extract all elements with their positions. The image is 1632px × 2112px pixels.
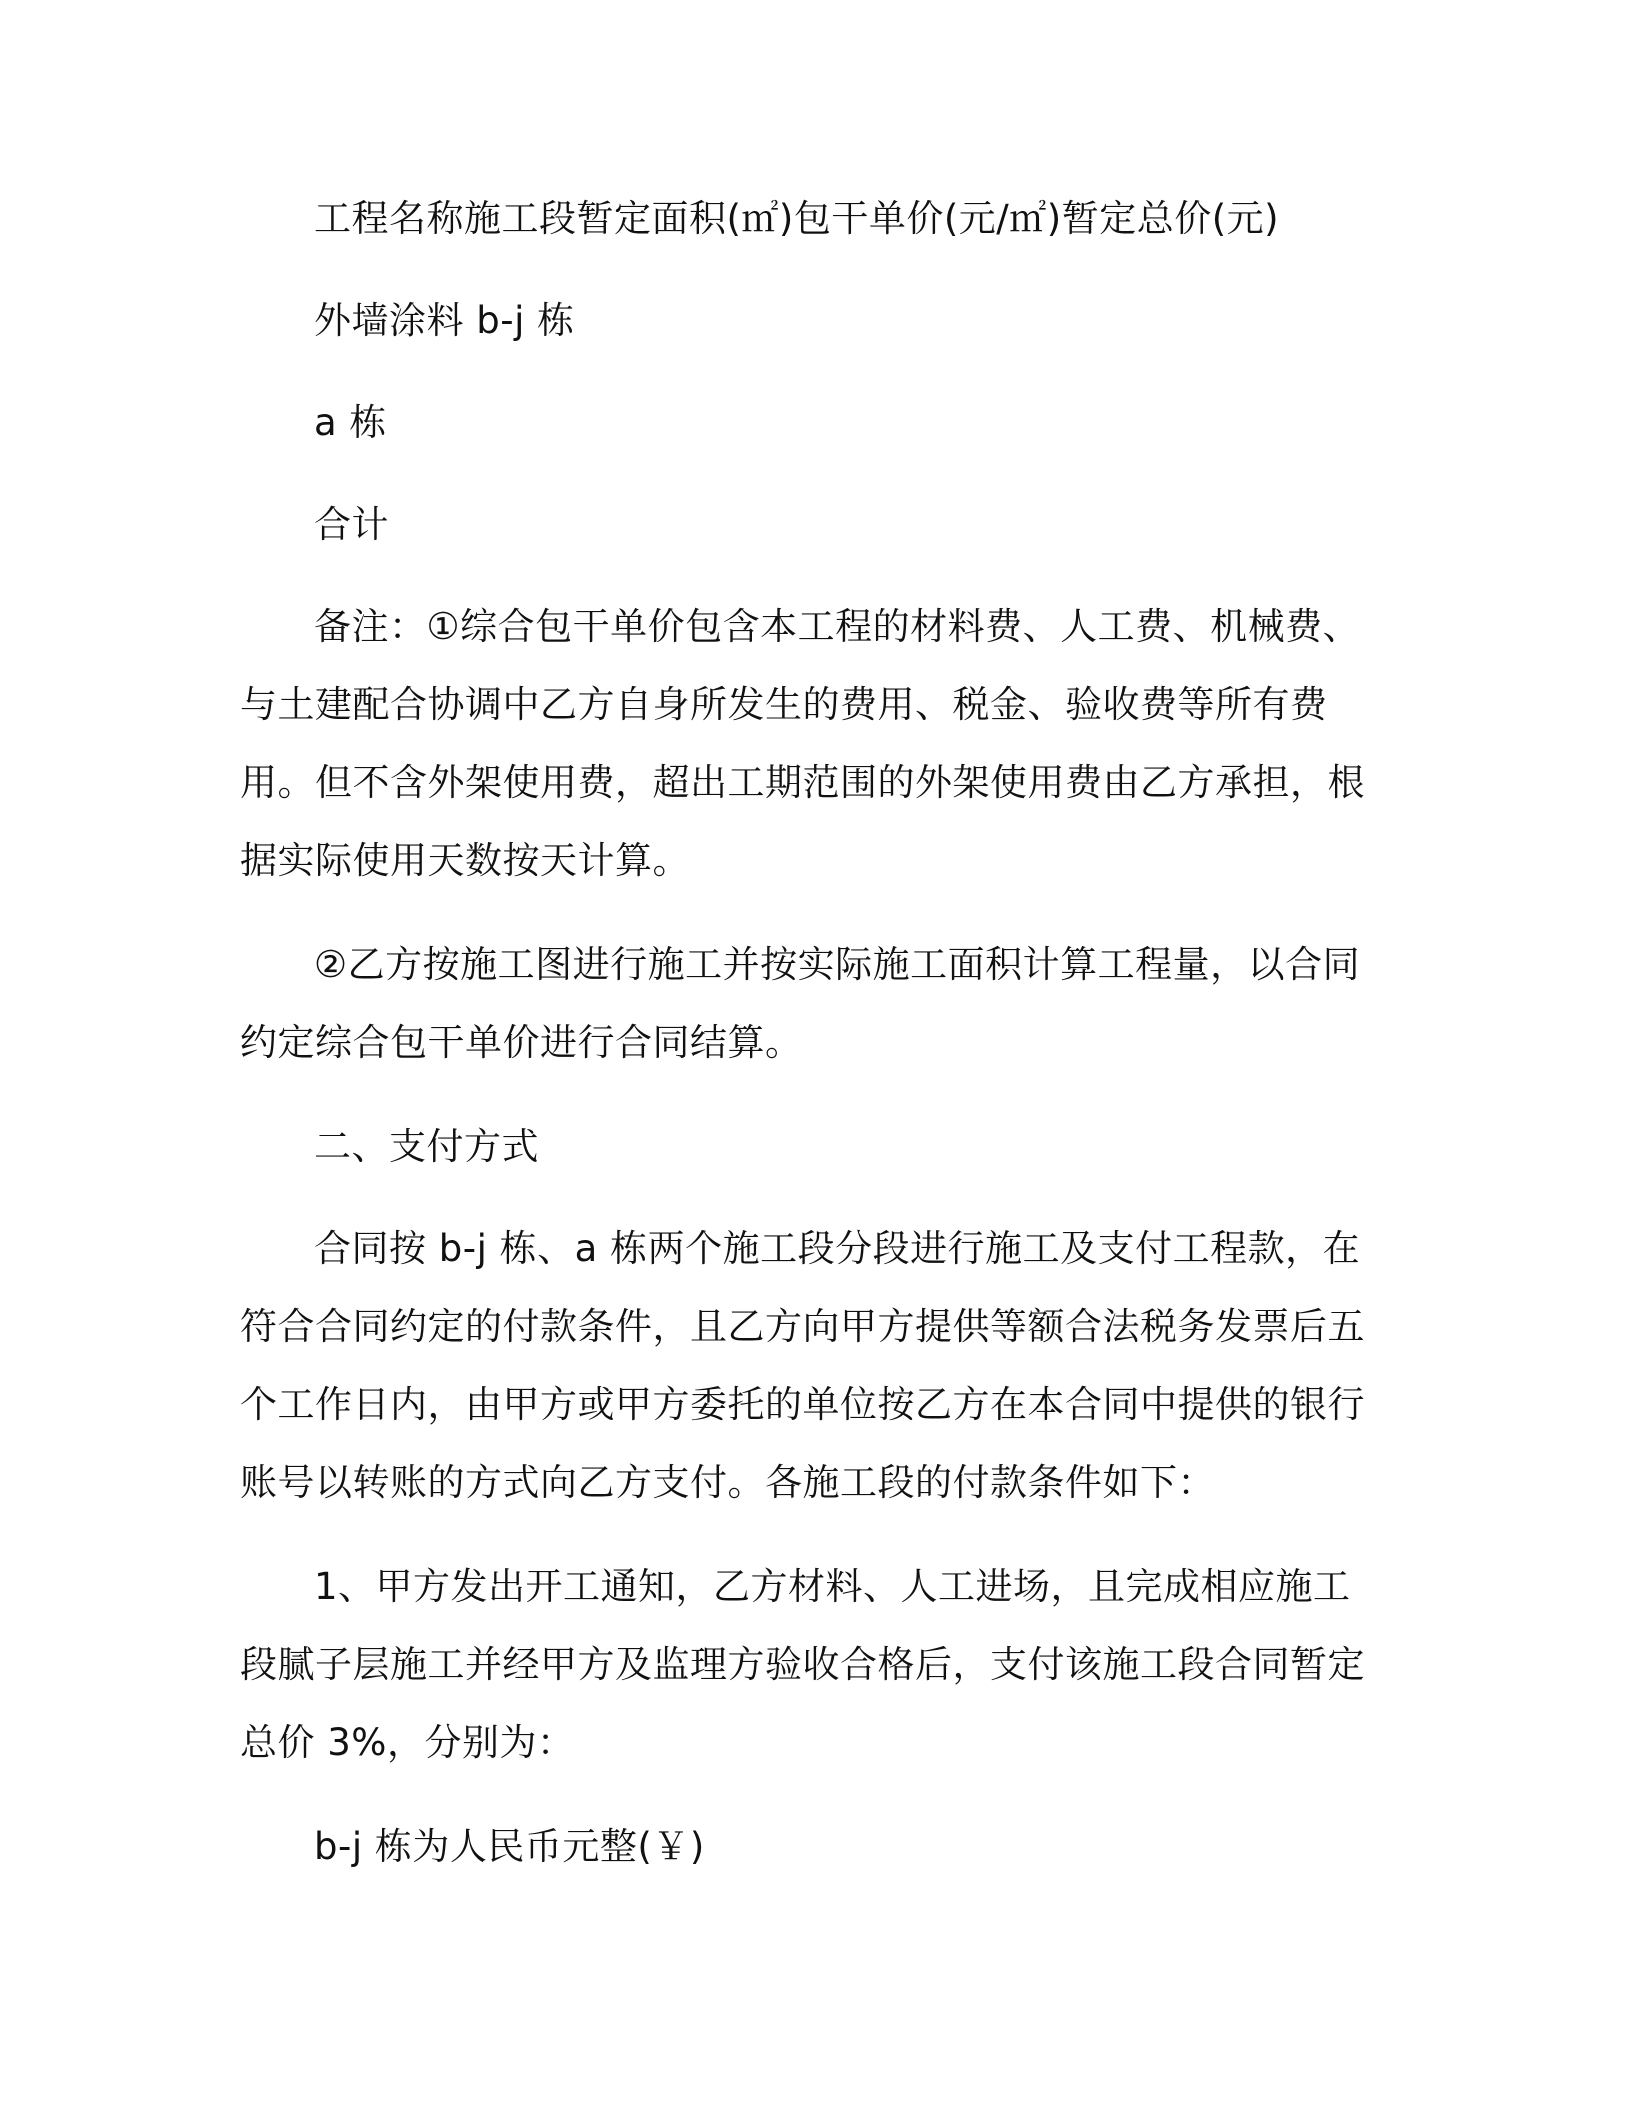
- remark-paragraph-1: 备注：①综合包干单价包含本工程的材料费、人工费、机械费、与土建配合协调中乙方自身所发生的费用、税金、验收费等所有费用。但不含外架使用费，超出工期范围的外架使用费由乙方承担，根据实际使用天数按天计算。: [240, 605, 1365, 882]
- payment-amount-line: b-j 栋为人民币元整(￥): [314, 1825, 705, 1868]
- table-header-line: 工程名称施工段暂定面积(㎡)包干单价(元/㎡)暂定总价(元): [314, 197, 1280, 240]
- remark-paragraph-2: ②乙方按施工图进行施工并按实际施工面积计算工程量，以合同约定综合包干单价进行合同结算。: [240, 943, 1361, 1064]
- payment-condition-1: 1、甲方发出开工通知，乙方材料、人工进场，且完成相应施工段腻子层施工并经甲方及监理方验收合格后，支付该施工段合同暂定总价 3%，分别为：: [240, 1565, 1365, 1764]
- table-row-exterior-coating: 外墙涂料 b-j 栋: [314, 299, 575, 342]
- table-row-total: 合计: [314, 503, 389, 546]
- section-heading-payment: 二、支付方式: [314, 1125, 539, 1168]
- payment-paragraph: 合同按 b-j 栋、a 栋两个施工段分段进行施工及支付工程款，在符合合同约定的付款条件，且乙方向甲方提供等额合法税务发票后五个工作日内，由甲方或甲方委托的单位按乙方在本合同中提供的银行账号以转账的方式向乙方支付。各施工段的付款条件如下：: [240, 1227, 1365, 1504]
- table-row-building-a: a 栋: [314, 401, 387, 444]
